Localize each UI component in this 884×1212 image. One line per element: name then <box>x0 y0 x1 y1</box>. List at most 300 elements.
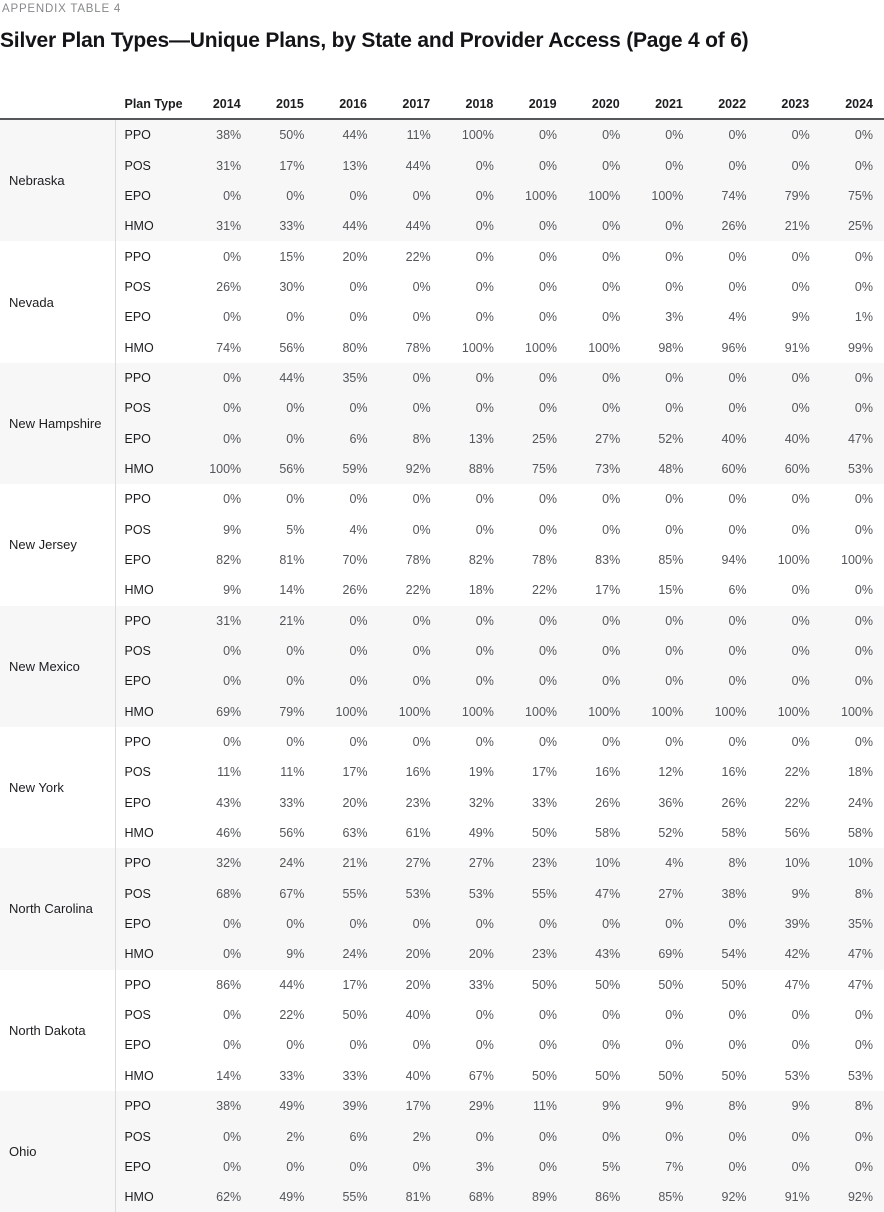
value-cell: 0% <box>821 119 884 150</box>
value-cell: 9% <box>189 514 252 544</box>
value-cell: 17% <box>568 575 631 605</box>
value-cell: 5% <box>252 514 315 544</box>
value-cell: 0% <box>315 181 378 211</box>
value-cell: 50% <box>505 1061 568 1091</box>
value-cell: 0% <box>379 636 442 666</box>
year-column-header: 2024 <box>821 90 884 119</box>
table-row <box>0 879 884 909</box>
value-cell: 26% <box>568 788 631 818</box>
plan-type-cell: HMO <box>115 1182 189 1212</box>
value-cell: 82% <box>442 545 505 575</box>
value-cell: 0% <box>568 606 631 636</box>
value-cell: 0% <box>379 484 442 514</box>
value-cell: 17% <box>315 970 378 1000</box>
value-cell: 100% <box>505 181 568 211</box>
value-cell: 0% <box>505 150 568 180</box>
value-cell: 100% <box>631 697 694 727</box>
value-cell: 50% <box>631 970 694 1000</box>
value-cell: 49% <box>252 1182 315 1212</box>
value-cell: 0% <box>694 363 757 393</box>
value-cell: 49% <box>442 818 505 848</box>
value-cell: 100% <box>758 697 821 727</box>
value-cell: 56% <box>252 332 315 362</box>
value-cell: 0% <box>189 484 252 514</box>
value-cell: 50% <box>694 970 757 1000</box>
value-cell: 44% <box>379 211 442 241</box>
value-cell: 22% <box>379 575 442 605</box>
value-cell: 15% <box>631 575 694 605</box>
value-cell: 0% <box>758 1121 821 1151</box>
value-cell: 0% <box>631 1000 694 1030</box>
value-cell: 74% <box>189 332 252 362</box>
value-cell: 0% <box>252 909 315 939</box>
plan-type-cell: HMO <box>115 332 189 362</box>
table-row <box>0 454 884 484</box>
value-cell: 0% <box>694 909 757 939</box>
value-cell: 0% <box>631 636 694 666</box>
value-cell: 0% <box>252 1152 315 1182</box>
value-cell: 0% <box>189 909 252 939</box>
value-cell: 0% <box>631 1121 694 1151</box>
value-cell: 0% <box>821 575 884 605</box>
value-cell: 23% <box>505 848 568 878</box>
year-column-header: 2023 <box>758 90 821 119</box>
year-column-header: 2017 <box>379 90 442 119</box>
table-row <box>0 636 884 666</box>
value-cell: 38% <box>189 119 252 150</box>
state-cell: North Carolina <box>0 848 115 969</box>
value-cell: 0% <box>315 302 378 332</box>
plan-type-cell: EPO <box>115 788 189 818</box>
value-cell: 0% <box>189 1000 252 1030</box>
value-cell: 0% <box>694 272 757 302</box>
value-cell: 0% <box>758 393 821 423</box>
value-cell: 0% <box>631 727 694 757</box>
value-cell: 44% <box>315 211 378 241</box>
value-cell: 69% <box>631 939 694 969</box>
value-cell: 0% <box>631 1030 694 1060</box>
value-cell: 63% <box>315 818 378 848</box>
value-cell: 100% <box>505 332 568 362</box>
value-cell: 35% <box>821 909 884 939</box>
value-cell: 46% <box>189 818 252 848</box>
value-cell: 0% <box>694 119 757 150</box>
state-cell: New York <box>0 727 115 848</box>
value-cell: 100% <box>568 697 631 727</box>
value-cell: 100% <box>379 697 442 727</box>
value-cell: 2% <box>379 1121 442 1151</box>
value-cell: 0% <box>631 363 694 393</box>
value-cell: 80% <box>315 332 378 362</box>
value-cell: 0% <box>758 514 821 544</box>
value-cell: 32% <box>442 788 505 818</box>
table-row <box>0 181 884 211</box>
value-cell: 0% <box>442 363 505 393</box>
value-cell: 53% <box>442 879 505 909</box>
value-cell: 83% <box>568 545 631 575</box>
value-cell: 0% <box>315 666 378 696</box>
value-cell: 92% <box>694 1182 757 1212</box>
value-cell: 0% <box>505 393 568 423</box>
value-cell: 0% <box>631 514 694 544</box>
value-cell: 29% <box>442 1091 505 1121</box>
table-row <box>0 848 884 878</box>
value-cell: 78% <box>505 545 568 575</box>
value-cell: 100% <box>758 545 821 575</box>
value-cell: 19% <box>442 757 505 787</box>
value-cell: 0% <box>568 302 631 332</box>
value-cell: 0% <box>442 150 505 180</box>
value-cell: 0% <box>379 909 442 939</box>
value-cell: 24% <box>821 788 884 818</box>
value-cell: 0% <box>694 241 757 271</box>
value-cell: 0% <box>505 241 568 271</box>
value-cell: 96% <box>694 332 757 362</box>
value-cell: 23% <box>379 788 442 818</box>
value-cell: 0% <box>315 484 378 514</box>
value-cell: 0% <box>189 393 252 423</box>
value-cell: 0% <box>315 272 378 302</box>
value-cell: 0% <box>252 302 315 332</box>
value-cell: 86% <box>189 970 252 1000</box>
value-cell: 0% <box>758 636 821 666</box>
value-cell: 0% <box>631 150 694 180</box>
plan-type-cell: POS <box>115 272 189 302</box>
value-cell: 100% <box>694 697 757 727</box>
value-cell: 0% <box>505 606 568 636</box>
value-cell: 53% <box>379 879 442 909</box>
value-cell: 0% <box>505 119 568 150</box>
table-row <box>0 606 884 636</box>
value-cell: 47% <box>821 939 884 969</box>
value-cell: 26% <box>189 272 252 302</box>
value-cell: 14% <box>252 575 315 605</box>
value-cell: 67% <box>252 879 315 909</box>
value-cell: 20% <box>315 788 378 818</box>
value-cell: 50% <box>631 1061 694 1091</box>
value-cell: 0% <box>379 393 442 423</box>
value-cell: 0% <box>694 1030 757 1060</box>
value-cell: 81% <box>379 1182 442 1212</box>
value-cell: 0% <box>442 666 505 696</box>
value-cell: 0% <box>568 211 631 241</box>
value-cell: 0% <box>505 727 568 757</box>
value-cell: 0% <box>315 727 378 757</box>
value-cell: 39% <box>758 909 821 939</box>
value-cell: 92% <box>821 1182 884 1212</box>
value-cell: 24% <box>315 939 378 969</box>
value-cell: 31% <box>189 606 252 636</box>
value-cell: 40% <box>694 423 757 453</box>
table-row <box>0 727 884 757</box>
value-cell: 86% <box>568 1182 631 1212</box>
value-cell: 79% <box>252 697 315 727</box>
value-cell: 0% <box>568 241 631 271</box>
state-column-header <box>0 90 115 119</box>
value-cell: 0% <box>821 1121 884 1151</box>
value-cell: 0% <box>821 272 884 302</box>
table-row <box>0 1182 884 1212</box>
value-cell: 0% <box>442 909 505 939</box>
state-cell: New Jersey <box>0 484 115 605</box>
value-cell: 0% <box>821 666 884 696</box>
table-row <box>0 1152 884 1182</box>
value-cell: 8% <box>694 1091 757 1121</box>
value-cell: 0% <box>505 636 568 666</box>
plan-type-cell: PPO <box>115 363 189 393</box>
value-cell: 8% <box>694 848 757 878</box>
value-cell: 18% <box>821 757 884 787</box>
value-cell: 0% <box>821 606 884 636</box>
value-cell: 0% <box>568 150 631 180</box>
table-row <box>0 1061 884 1091</box>
value-cell: 0% <box>821 1152 884 1182</box>
value-cell: 26% <box>694 211 757 241</box>
value-cell: 0% <box>442 272 505 302</box>
plan-type-cell: POS <box>115 1121 189 1151</box>
value-cell: 27% <box>568 423 631 453</box>
value-cell: 50% <box>568 1061 631 1091</box>
plan-type-cell: EPO <box>115 181 189 211</box>
plan-type-cell: PPO <box>115 606 189 636</box>
value-cell: 0% <box>189 636 252 666</box>
value-cell: 36% <box>631 788 694 818</box>
value-cell: 0% <box>694 606 757 636</box>
value-cell: 0% <box>758 1152 821 1182</box>
value-cell: 27% <box>442 848 505 878</box>
value-cell: 31% <box>189 150 252 180</box>
value-cell: 78% <box>379 545 442 575</box>
value-cell: 0% <box>505 363 568 393</box>
value-cell: 16% <box>568 757 631 787</box>
plan-type-cell: HMO <box>115 1061 189 1091</box>
value-cell: 40% <box>758 423 821 453</box>
value-cell: 100% <box>442 119 505 150</box>
table-row <box>0 818 884 848</box>
value-cell: 0% <box>694 514 757 544</box>
table-row <box>0 788 884 818</box>
plan-type-cell: PPO <box>115 241 189 271</box>
silver-plan-types-table <box>0 90 884 1212</box>
table-row <box>0 302 884 332</box>
value-cell: 33% <box>252 211 315 241</box>
value-cell: 1% <box>821 302 884 332</box>
value-cell: 3% <box>631 302 694 332</box>
value-cell: 79% <box>758 181 821 211</box>
table-row <box>0 241 884 271</box>
value-cell: 0% <box>442 514 505 544</box>
value-cell: 30% <box>252 272 315 302</box>
value-cell: 0% <box>252 666 315 696</box>
value-cell: 0% <box>252 423 315 453</box>
table-row <box>0 545 884 575</box>
year-column-header: 2016 <box>315 90 378 119</box>
value-cell: 44% <box>252 363 315 393</box>
plan-type-cell: POS <box>115 879 189 909</box>
value-cell: 0% <box>252 1030 315 1060</box>
plan-type-cell: HMO <box>115 575 189 605</box>
value-cell: 0% <box>252 484 315 514</box>
state-cell: North Dakota <box>0 970 115 1091</box>
value-cell: 33% <box>252 788 315 818</box>
value-cell: 56% <box>252 454 315 484</box>
value-cell: 6% <box>315 423 378 453</box>
value-cell: 100% <box>568 181 631 211</box>
value-cell: 47% <box>568 879 631 909</box>
value-cell: 0% <box>315 1030 378 1060</box>
value-cell: 100% <box>631 181 694 211</box>
value-cell: 0% <box>379 1152 442 1182</box>
value-cell: 26% <box>315 575 378 605</box>
value-cell: 20% <box>379 970 442 1000</box>
value-cell: 9% <box>189 575 252 605</box>
value-cell: 9% <box>758 302 821 332</box>
value-cell: 44% <box>252 970 315 1000</box>
state-cell: Ohio <box>0 1091 115 1212</box>
value-cell: 7% <box>631 1152 694 1182</box>
value-cell: 0% <box>505 666 568 696</box>
plan-type-cell: EPO <box>115 666 189 696</box>
value-cell: 100% <box>189 454 252 484</box>
value-cell: 0% <box>189 1121 252 1151</box>
value-cell: 0% <box>568 909 631 939</box>
table-row <box>0 757 884 787</box>
value-cell: 17% <box>252 150 315 180</box>
value-cell: 60% <box>694 454 757 484</box>
plan-type-cell: POS <box>115 150 189 180</box>
year-column-header: 2018 <box>442 90 505 119</box>
table-row <box>0 272 884 302</box>
value-cell: 20% <box>315 241 378 271</box>
value-cell: 27% <box>631 879 694 909</box>
value-cell: 40% <box>379 1000 442 1030</box>
value-cell: 0% <box>315 393 378 423</box>
year-column-header: 2022 <box>694 90 757 119</box>
value-cell: 0% <box>442 606 505 636</box>
plan-type-cell: PPO <box>115 484 189 514</box>
plan-type-cell: HMO <box>115 939 189 969</box>
value-cell: 0% <box>758 727 821 757</box>
value-cell: 10% <box>758 848 821 878</box>
value-cell: 11% <box>505 1091 568 1121</box>
value-cell: 22% <box>252 1000 315 1030</box>
value-cell: 0% <box>442 393 505 423</box>
value-cell: 0% <box>758 575 821 605</box>
table-row <box>0 119 884 150</box>
value-cell: 0% <box>568 1000 631 1030</box>
table-header-row <box>0 90 884 119</box>
value-cell: 0% <box>694 1000 757 1030</box>
value-cell: 92% <box>379 454 442 484</box>
table-row <box>0 514 884 544</box>
value-cell: 81% <box>252 545 315 575</box>
value-cell: 0% <box>189 241 252 271</box>
value-cell: 53% <box>758 1061 821 1091</box>
value-cell: 0% <box>821 241 884 271</box>
year-column-header: 2019 <box>505 90 568 119</box>
value-cell: 0% <box>379 606 442 636</box>
value-cell: 0% <box>758 150 821 180</box>
value-cell: 68% <box>442 1182 505 1212</box>
value-cell: 0% <box>631 119 694 150</box>
value-cell: 0% <box>505 909 568 939</box>
appendix-table-label: APPENDIX TABLE 4 <box>2 3 122 15</box>
value-cell: 0% <box>189 1152 252 1182</box>
value-cell: 0% <box>505 514 568 544</box>
value-cell: 39% <box>315 1091 378 1121</box>
value-cell: 33% <box>442 970 505 1000</box>
plan-type-cell: EPO <box>115 909 189 939</box>
value-cell: 68% <box>189 879 252 909</box>
value-cell: 23% <box>505 939 568 969</box>
value-cell: 0% <box>631 909 694 939</box>
plan-type-cell: EPO <box>115 1152 189 1182</box>
value-cell: 0% <box>315 636 378 666</box>
value-cell: 8% <box>821 1091 884 1121</box>
value-cell: 75% <box>821 181 884 211</box>
value-cell: 0% <box>821 363 884 393</box>
value-cell: 69% <box>189 697 252 727</box>
value-cell: 9% <box>252 939 315 969</box>
value-cell: 3% <box>442 1152 505 1182</box>
plan-type-cell: HMO <box>115 211 189 241</box>
plan-type-cell: POS <box>115 757 189 787</box>
value-cell: 48% <box>631 454 694 484</box>
value-cell: 13% <box>315 150 378 180</box>
value-cell: 0% <box>631 484 694 514</box>
value-cell: 9% <box>568 1091 631 1121</box>
value-cell: 0% <box>442 727 505 757</box>
value-cell: 59% <box>315 454 378 484</box>
value-cell: 67% <box>442 1061 505 1091</box>
value-cell: 0% <box>821 1000 884 1030</box>
value-cell: 26% <box>694 788 757 818</box>
value-cell: 0% <box>821 514 884 544</box>
value-cell: 100% <box>442 332 505 362</box>
value-cell: 22% <box>379 241 442 271</box>
value-cell: 0% <box>758 484 821 514</box>
value-cell: 0% <box>442 241 505 271</box>
state-cell: Nevada <box>0 241 115 362</box>
value-cell: 50% <box>568 970 631 1000</box>
plan-type-cell: PPO <box>115 848 189 878</box>
value-cell: 0% <box>315 909 378 939</box>
value-cell: 0% <box>252 636 315 666</box>
value-cell: 50% <box>505 970 568 1000</box>
plan-type-cell: PPO <box>115 727 189 757</box>
value-cell: 14% <box>189 1061 252 1091</box>
value-cell: 56% <box>252 818 315 848</box>
value-cell: 11% <box>252 757 315 787</box>
value-cell: 0% <box>505 1152 568 1182</box>
value-cell: 0% <box>631 606 694 636</box>
value-cell: 9% <box>758 1091 821 1121</box>
value-cell: 50% <box>694 1061 757 1091</box>
value-cell: 47% <box>821 423 884 453</box>
value-cell: 0% <box>821 727 884 757</box>
value-cell: 0% <box>694 393 757 423</box>
table-row <box>0 211 884 241</box>
value-cell: 0% <box>631 272 694 302</box>
value-cell: 55% <box>505 879 568 909</box>
value-cell: 0% <box>379 666 442 696</box>
value-cell: 8% <box>821 879 884 909</box>
value-cell: 17% <box>379 1091 442 1121</box>
plan-type-cell: EPO <box>115 423 189 453</box>
value-cell: 82% <box>189 545 252 575</box>
table-body <box>0 119 884 1212</box>
value-cell: 58% <box>568 818 631 848</box>
